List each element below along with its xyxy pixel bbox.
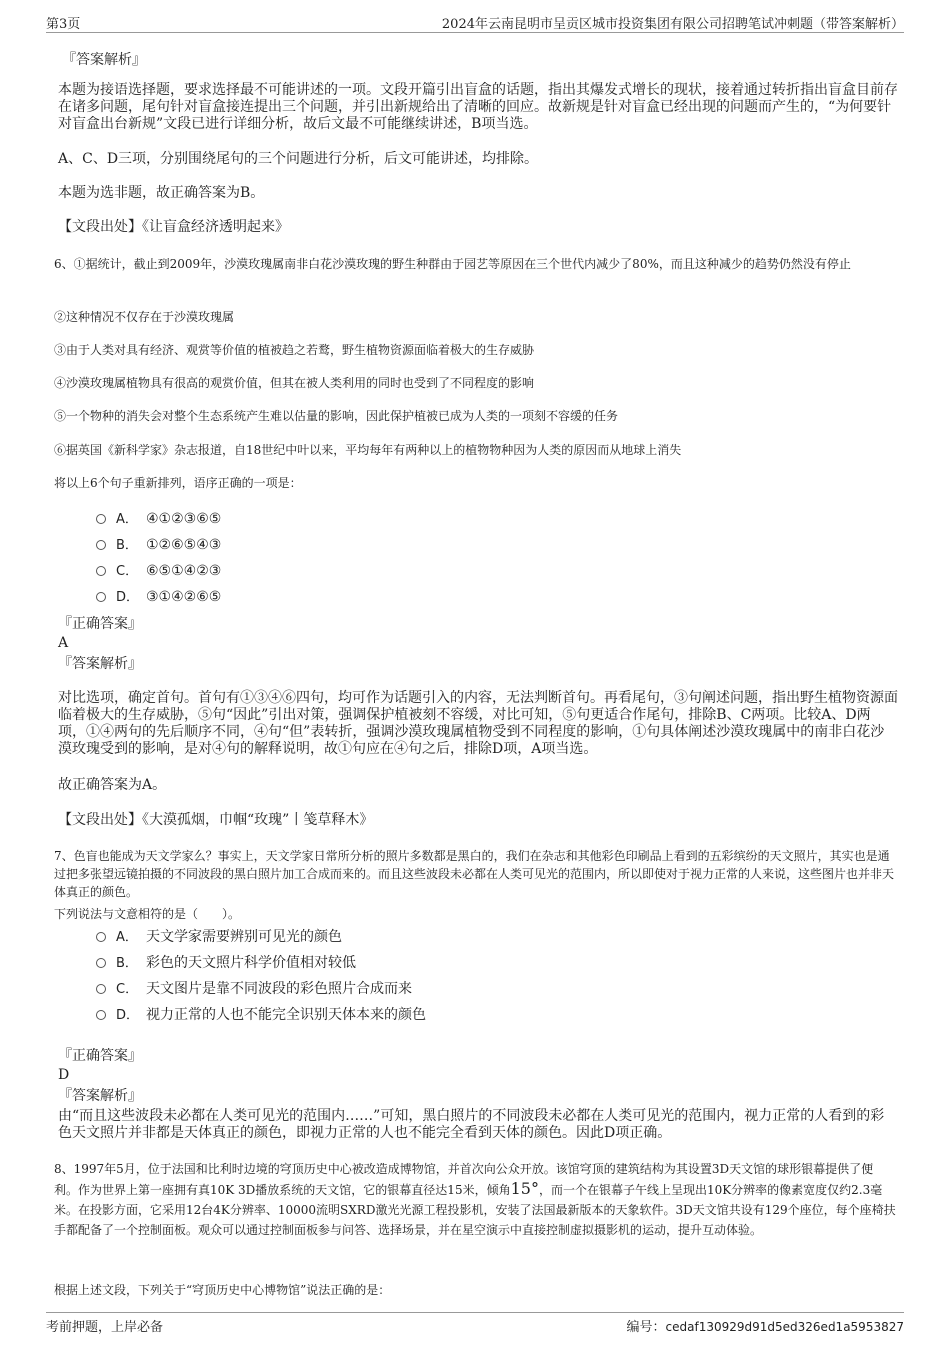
q7-option-a[interactable]: A． 天文学家需要辨别可见光的颜色 <box>96 929 342 946</box>
radio-icon[interactable] <box>96 514 106 524</box>
radio-icon[interactable] <box>96 932 106 942</box>
document-code <box>627 1316 904 1335</box>
q8-stem-part-1: 8、1997年5月，位于法国和比利时边境的穹顶历史中心被改造成博物馆，并首次向公众开放。该馆穹顶的建筑结构为其设置3D天文馆的球形银幕提供了便利。作为世界上第一座拥有真10K 3D播放系统的天文馆，它的银幕直径达15米，倾角 <box>54 1162 874 1197</box>
q5-source: 【文段出处】《让盲盒经济透明起来》 <box>58 219 289 235</box>
radio-icon[interactable] <box>96 592 106 602</box>
q7-option-b[interactable]: B． 彩色的天文照片科学价值相对较低 <box>96 955 356 972</box>
q6-option-d[interactable]: D． ③①④②⑥⑤ <box>96 589 221 606</box>
footer-slogan: 考前押题，上岸必备 <box>46 1320 164 1335</box>
q8-angle: 15° <box>510 1179 539 1198</box>
q6-sentence-4: ④沙漠玫瑰属植物具有很高的观赏价值，但其在被人类利用的同时也受到了不同程度的影响 <box>54 376 535 390</box>
q6-sentence-5: ⑤一个物种的消失会对整个生态系统产生难以估量的影响，因此保护植被已成为人类的一项刻不容缓的任务 <box>54 409 619 423</box>
q5-analysis-p2: A、C、D三项，分别围绕尾句的三个问题进行分析，后文可能讲述，均排除。 <box>58 151 539 167</box>
radio-icon[interactable] <box>96 958 106 968</box>
q5-analysis-p3: 本题为选非题，故正确答案为B。 <box>58 185 265 201</box>
q6-option-a[interactable]: A． ④①②③⑥⑤ <box>96 511 221 528</box>
q7-option-d[interactable]: D． 视力正常的人也不能完全识别天体本来的颜色 <box>96 1007 426 1024</box>
q5-analysis-p1: 本题为接语选择题，要求选择最不可能讲述的一项。文段开篇引出盲盒的话题，指出其爆发式增长的现状，接着通过转折指出盲盒目前存在诸多问题，尾句针对盲盒接连提出三个问题，并引出新规给出了清晰的回应。故新规是针对盲盒已经出现的问题而产生的，“为何要针对盲盒出台新规”文段已进行详细分析，故后文最不可能继续讲述，B项当选。 <box>58 82 898 132</box>
radio-icon[interactable] <box>96 540 106 550</box>
q7-prompt: 下列说法与文意相符的是（ ）。 <box>54 907 241 921</box>
code-value: cedaf130929d91d5ed326ed1a5953827 <box>665 1320 904 1334</box>
q7-analysis: 由“而且这些波段未必都在人类可见光的范围内……”可知，黑白照片的不同波段未必都在人类可见光的范围内，视力正常的人看到的彩色天文照片并非都是天体真正的颜色，即视力正常的人也不能完全看到天体的颜色。因此D项正确。 <box>58 1108 885 1141</box>
q6-sentence-1: 6、①据统计，截止到2009年，沙漠玫瑰属南非白花沙漠玫瑰的野生种群由于园艺等原因在三个世代内减少了80%，而且这种减少的趋势仍然没有停止 <box>54 257 851 271</box>
q6-conclusion: 故正确答案为A。 <box>58 777 167 793</box>
q7-analysis-label: 『答案解析』 <box>58 1088 142 1104</box>
q6-sentence-2: ②这种情况不仅存在于沙漠玫瑰属 <box>54 310 235 324</box>
document-title: 2024年云南昆明市呈贡区城市投资集团有限公司招聘笔试冲刺题（带答案解析） <box>441 17 904 32</box>
q6-answer-label: 『正确答案』 <box>58 616 142 632</box>
q6-source: 【文段出处】《大漠孤烟，巾帼“玫瑰”丨笺草释木》 <box>58 812 374 828</box>
page-footer <box>46 1312 904 1335</box>
q6-option-c[interactable]: C． ⑥⑤①④②③ <box>96 563 221 580</box>
q6-option-b[interactable]: B． ①②⑥⑤④③ <box>96 537 221 554</box>
q6-analysis-label: 『答案解析』 <box>58 656 142 672</box>
q6-prompt: 将以上6个句子重新排列，语序正确的一项是： <box>54 476 302 490</box>
code-label: 编号： <box>626 1320 666 1335</box>
radio-icon[interactable] <box>96 566 106 576</box>
q8-stem-part-2: ，而一个在银幕子午线上呈现出10K分辨率的像素宽度仅约2.3毫米。在投影方面，它采用12台4K分辨率、10000流明SXRD激光光源工程投影机，安装了法国最新版本的天象软件。3D天文馆共设有129个座位，每个座椅扶手都配备了一个控制面板。观众可以通过控制面板参与问答、选择场景，并在星空演示中直接控制虚拟摄影机的运动，提升互动体验。 <box>54 1183 896 1237</box>
q7-option-c[interactable]: C． 天文图片是靠不同波段的彩色照片合成而来 <box>96 981 412 998</box>
radio-icon[interactable] <box>96 984 106 994</box>
q6-analysis: 对比选项，确定首句。首句有①③④⑥四句，均可作为话题引入的内容，无法判断首句。再看尾句，③句阐述问题，指出野生植物资源面临着极大的生存威胁，⑤句“因此”引出对策，强调保护植被刻不容缓，对比可知，⑤句更适合作尾句，排除B、C两项。比较A、D两项，①④两句的先后顺序不同，④句“但”表转折，强调沙漠玫瑰属植物受到不同程度的影响，①句具体阐述沙漠玫瑰属中的南非白花沙漠玫瑰受到的影响，是对④句的解释说明，故①句应在④句之后，排除D项，A项当选。 <box>58 690 898 757</box>
q8-prompt: 根据上述文段，下列关于“穹顶历史中心博物馆”说法正确的是： <box>54 1283 391 1297</box>
page-number: 第3页 <box>46 17 81 32</box>
radio-icon[interactable] <box>96 1010 106 1020</box>
q6-answer: A <box>58 635 69 651</box>
page-header <box>46 10 904 33</box>
q6-sentence-6: ⑥据英国《新科学家》杂志报道，自18世纪中叶以来，平均每年有两种以上的植物物种因为人类的原因而从地球上消失 <box>54 443 682 457</box>
q8-stem <box>54 1159 896 1240</box>
q6-sentence-3: ③由于人类对具有经济、观赏等价值的植被趋之若鹜，野生植物资源面临着极大的生存威胁 <box>54 343 535 357</box>
q7-answer: D <box>58 1067 70 1083</box>
q7-answer-label: 『正确答案』 <box>58 1048 142 1064</box>
q5-analysis-label: 『答案解析』 <box>62 52 146 68</box>
q7-stem: 7、色盲也能成为天文学家么？事实上，天文学家日常所分析的照片多数都是黑白的，我们在杂志和其他彩色印刷品上看到的五彩缤纷的天文照片，其实也是通过把多张望远镜拍摄的不同波段的黑白照片加工合成而来的。而且这些波段未必都在人类可见光的范围内，所以即使对于视力正常的人来说，这些图片也并非天体真正的颜色。 <box>54 849 895 899</box>
